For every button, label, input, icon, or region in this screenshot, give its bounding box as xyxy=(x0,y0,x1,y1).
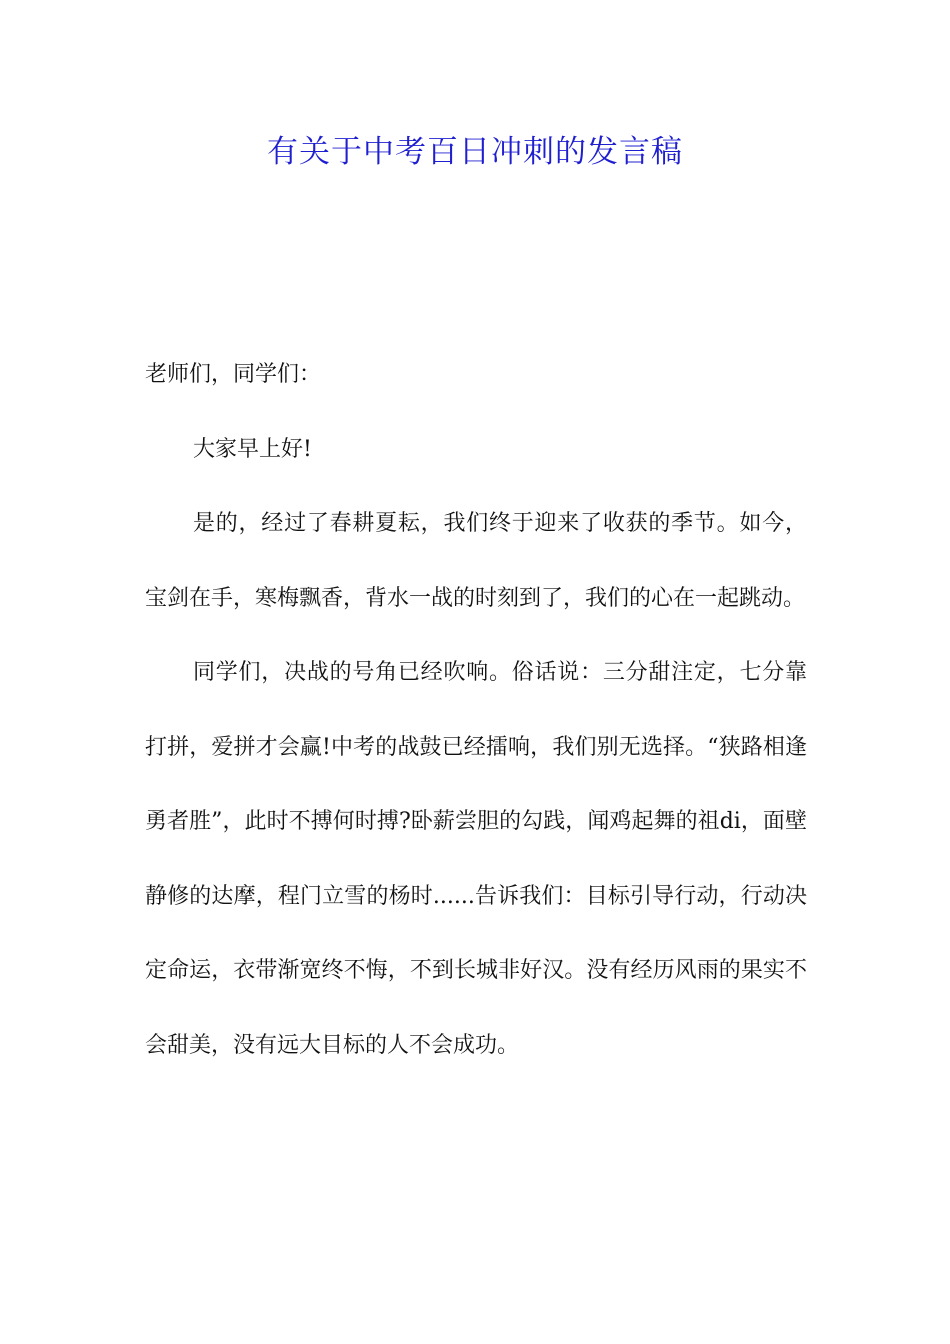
greeting-paragraph: 大家早上好! xyxy=(193,436,312,462)
document-body xyxy=(145,338,807,1083)
document-title: 有关于中考百日冲刺的发言稿 xyxy=(267,134,683,170)
body-paragraph-2: 同学们，决战的号角已经吹响。俗话说：三分甜注定，七分靠打拼，爱拼才会赢!中考的战鼓已经擂响，我们别无选择。“狭路相逢勇者胜”，此时不搏何时搏?卧薪尝胆的勾践，闻鸡起舞的祖di，面壁静修的达摩，程门立雪的杨时......告诉我们：目标引导行动，行动决定命运，衣带渐宽终不悔，不到长城非好汉。没有经历风雨的果实不会甜美，没有远大目标的人不会成功。 xyxy=(145,660,807,1058)
body-paragraph-1: 是的，经过了春耕夏耘，我们终于迎来了收获的季节。如今，宝剑在手，寒梅飘香，背水一战的时刻到了，我们的心在一起跳动。 xyxy=(145,511,807,611)
salutation-paragraph: 老师们，同学们： xyxy=(145,362,322,387)
